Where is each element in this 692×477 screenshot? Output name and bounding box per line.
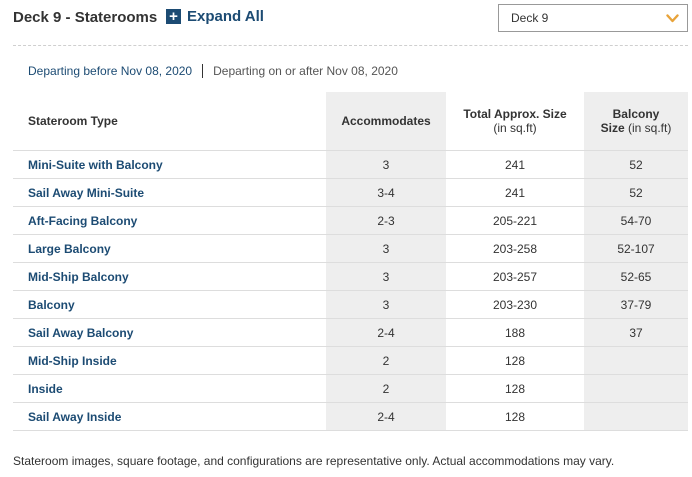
size-cell: 203-257 <box>492 269 538 284</box>
balcony-size-cell <box>584 375 688 402</box>
header-divider <box>13 45 688 46</box>
stateroom-type-link[interactable]: Mid-Ship Inside <box>28 353 117 368</box>
accommodates-cell: 2-3 <box>326 207 446 234</box>
accommodates-cell: 3 <box>326 235 446 262</box>
accommodates-cell: 3 <box>326 291 446 318</box>
accommodates-cell: 3-4 <box>326 179 446 206</box>
column-header-type: Stateroom Type <box>28 114 118 128</box>
table-row <box>13 403 688 431</box>
table-row <box>13 291 688 319</box>
chevron-down-icon <box>665 11 679 25</box>
disclaimer-text: Stateroom images, square footage, and configurations are representative only. Actual accommodations may vary. <box>13 454 615 468</box>
table-row <box>13 151 688 179</box>
stateroom-type-link[interactable]: Sail Away Balcony <box>28 325 134 340</box>
balcony-size-cell: 52 <box>584 179 688 206</box>
stateroom-table <box>13 92 688 431</box>
size-cell: 128 <box>504 409 526 424</box>
departing-after-link[interactable]: Departing on or after Nov 08, 2020 <box>213 64 398 78</box>
departing-before-link[interactable]: Departing before Nov 08, 2020 <box>28 64 193 78</box>
accommodates-cell: 3 <box>326 151 446 178</box>
column-header-size-sub: (in sq.ft) <box>493 121 537 135</box>
table-header-row <box>13 92 688 151</box>
accommodates-cell: 3 <box>326 263 446 290</box>
balcony-size-cell <box>584 403 688 430</box>
departing-separator <box>202 64 203 78</box>
size-cell: 203-230 <box>492 297 538 312</box>
size-cell: 241 <box>504 157 526 172</box>
balcony-size-cell: 37 <box>584 319 688 346</box>
balcony-size-cell: 54-70 <box>584 207 688 234</box>
balcony-size-cell: 52-107 <box>584 235 688 262</box>
table-row <box>13 179 688 207</box>
accommodates-cell: 2-4 <box>326 403 446 430</box>
column-header-balcony-sub-bold: Size <box>600 121 625 135</box>
table-row <box>13 347 688 375</box>
stateroom-type-link[interactable]: Large Balcony <box>28 241 111 256</box>
table-row <box>13 207 688 235</box>
stateroom-type-link[interactable]: Sail Away Inside <box>28 409 122 424</box>
expand-all-label: Expand All <box>187 8 264 25</box>
column-header-balcony-main: Balcony <box>612 107 660 121</box>
table-row <box>13 319 688 347</box>
balcony-size-cell: 52-65 <box>584 263 688 290</box>
stateroom-type-link[interactable]: Mini-Suite with Balcony <box>28 157 163 172</box>
balcony-size-cell: 37-79 <box>584 291 688 318</box>
size-cell: 128 <box>504 353 526 368</box>
size-cell: 203-258 <box>492 241 538 256</box>
stateroom-type-link[interactable]: Inside <box>28 381 63 396</box>
deck-select[interactable] <box>498 4 688 32</box>
page-header <box>0 0 692 36</box>
stateroom-type-link[interactable]: Mid-Ship Balcony <box>28 269 129 284</box>
stateroom-type-link[interactable]: Sail Away Mini-Suite <box>28 185 145 200</box>
column-header-accommodates: Accommodates <box>326 92 446 150</box>
balcony-size-cell <box>584 347 688 374</box>
size-cell: 188 <box>504 325 526 340</box>
stateroom-type-link[interactable]: Balcony <box>28 297 75 312</box>
table-row <box>13 235 688 263</box>
balcony-size-cell: 52 <box>584 151 688 178</box>
column-header-balcony-sub: (in sq.ft) <box>628 121 672 135</box>
expand-all-button[interactable] <box>166 8 264 25</box>
plus-icon: + <box>166 9 181 24</box>
size-cell: 205-221 <box>492 213 538 228</box>
size-cell: 128 <box>504 381 526 396</box>
table-row <box>13 375 688 403</box>
accommodates-cell: 2 <box>326 375 446 402</box>
page-title: Deck 9 - Staterooms <box>13 9 158 26</box>
stateroom-type-link[interactable]: Aft-Facing Balcony <box>28 213 138 228</box>
column-header-balcony <box>584 92 688 150</box>
column-header-size <box>446 92 584 150</box>
accommodates-cell: 2 <box>326 347 446 374</box>
column-header-size-main: Total Approx. Size <box>463 107 567 121</box>
accommodates-cell: 2-4 <box>326 319 446 346</box>
deck-select-value: Deck 9 <box>511 11 549 25</box>
departing-toggle <box>28 64 398 78</box>
table-row <box>13 263 688 291</box>
size-cell: 241 <box>504 185 526 200</box>
